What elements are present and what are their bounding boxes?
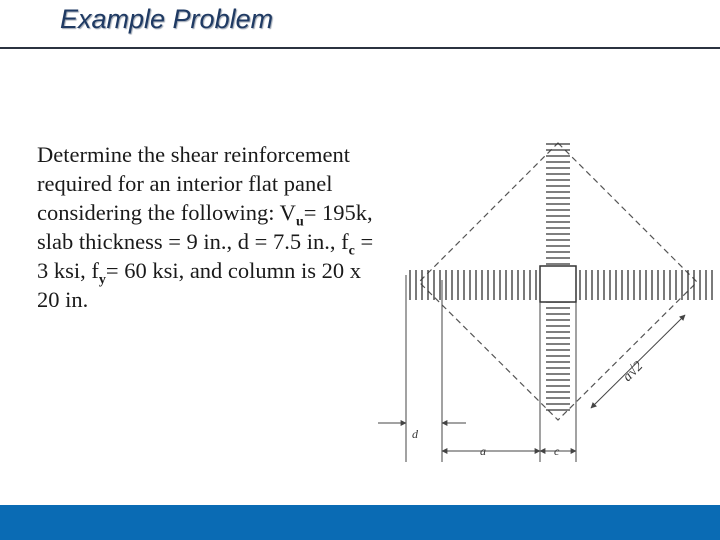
dimension-label-d: d <box>412 427 418 441</box>
footer-bar <box>0 505 720 540</box>
shear-reinforcement-figure <box>372 130 720 475</box>
problem-text-3: = 3 ksi, f <box>37 229 374 283</box>
problem-text-2: = 195k, slab thickness = 9 in., d = 7.5 in., f <box>37 200 373 254</box>
subscript-y: y <box>98 272 106 288</box>
subscript-c: c <box>348 243 355 259</box>
problem-statement <box>37 140 382 314</box>
slide-title: Example Problem <box>60 4 274 34</box>
problem-text-1: Determine the shear reinforcement required for an interior flat panel considering the following: V <box>37 142 350 225</box>
dimension-label-c: c <box>554 444 560 458</box>
dimension-label-a: a <box>480 444 486 458</box>
dimension-label-a-root2: a√2 <box>620 358 647 385</box>
column-square <box>540 266 576 302</box>
problem-text-4: = 60 ksi, and column is 20 x 20 in. <box>37 258 362 312</box>
subscript-u: u <box>295 214 304 230</box>
title-divider <box>0 47 720 49</box>
